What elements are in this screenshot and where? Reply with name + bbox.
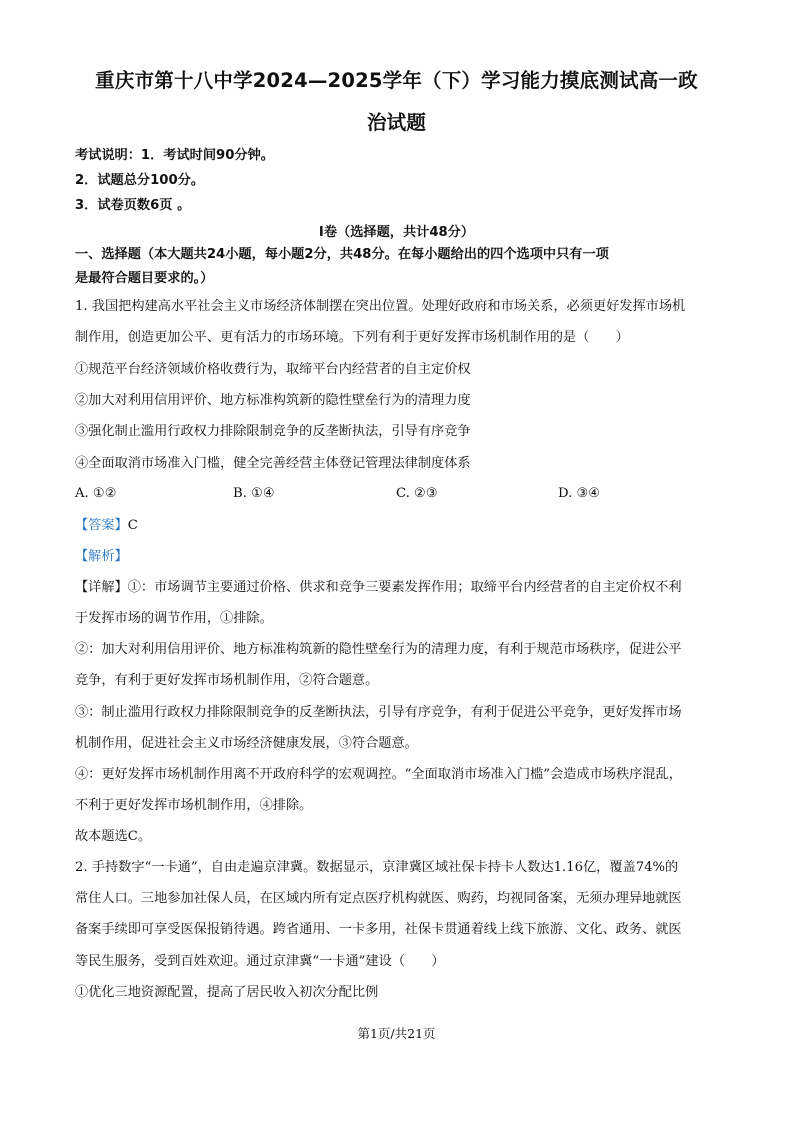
- q1-option-c: C. ②③: [396, 486, 438, 501]
- q1-stem-line1: 1. 我国把构建高水平社会主义市场经济体制摆在突出位置。处理好政府和市场关系，必须更好发挥市场机: [75, 299, 686, 314]
- part-one-heading-line1: 一、选择题（本大题共24小题，每小题2分，共48分。在每小题给出的四个选项中只有一项: [75, 247, 609, 262]
- page-footer: 第1页/共21页: [357, 1026, 436, 1041]
- q1-option-d: D. ③④: [558, 486, 601, 501]
- detail-line-9: 故本题选C。: [75, 829, 152, 844]
- instruction-line-2: 2．试题总分100分。: [75, 173, 205, 188]
- q1-item-2: ②加大对利用信用评价、地方标准构筑新的隐性壁垒行为的清理力度: [75, 393, 471, 408]
- instruction-line-3: 3．试卷页数6页 。: [75, 198, 191, 213]
- q2-line-4: 等民生服务，受到百姓欢迎。通过京津冀“一卡通”建设（ ）: [75, 954, 445, 969]
- q2-line-2: 常住人口。三地参加社保人员，在区域内所有定点医疗机构就医、购药，均视同备案，无须办理异地就医: [75, 891, 682, 906]
- analysis-label: 【解析】: [75, 549, 128, 564]
- q1-item-4: ④全面取消市场准入门槛，健全完善经营主体登记管理法律制度体系: [75, 456, 471, 471]
- instruction-line-1: 考试说明：1．考试时间90分钟。: [75, 148, 274, 163]
- exam-title-line1: 重庆市第十八中学2024—2025学年（下）学习能力摸底测试高一政: [95, 69, 698, 92]
- q2-line-5: ①优化三地资源配置，提高了居民收入初次分配比例: [75, 985, 379, 1000]
- q2-line-3: 备案手续即可享受医保报销待遇。跨省通用、一卡多用，社保卡贯通着线上线下旅游、文化、政务、就医: [75, 922, 682, 937]
- detail-line-2: 于发挥市场的调节作用，①排除。: [75, 611, 273, 626]
- detail-line-3: ②：加大对利用信用评价、地方标准构筑新的隐性壁垒行为的清理力度，有利于规范市场秩序，促进公平: [75, 642, 682, 657]
- section-title: Ⅰ卷（选择题，共计48分）: [318, 225, 475, 240]
- detail-line-5: ③：制止滥用行政权力排除限制竞争的反垄断执法，引导有序竞争，有利于促进公平竞争，更好发挥市场: [75, 705, 682, 720]
- q1-item-3: ③强化制止滥用行政权力排除限制竞争的反垄断执法，引导有序竞争: [75, 424, 471, 439]
- answer-value: C: [127, 518, 138, 533]
- q1-answer: [75, 517, 138, 535]
- q1-option-a: A. ①②: [75, 486, 117, 501]
- answer-label: 【答案】: [75, 518, 128, 533]
- detail-line-6: 机制作用，促进社会主义市场经济健康发展，③符合题意。: [75, 736, 418, 751]
- part-one-heading-line2: 是最符合题目要求的。）: [75, 271, 214, 286]
- q1-item-1: ①规范平台经济领域价格收费行为，取缔平台内经营者的自主定价权: [75, 362, 471, 377]
- detail-line-8: 不利于更好发挥市场机制作用，④排除。: [75, 798, 313, 813]
- detail-line-4: 竞争，有利于更好发挥市场机制作用，②符合题意。: [75, 673, 379, 688]
- detail-line-1: 【详解】①：市场调节主要通过价格、供求和竞争三要素发挥作用；取缔平台内经营者的自主定价权不利: [75, 580, 682, 595]
- q1-stem-line2: 制作用，创造更加公平、更有活力的市场环境。下列有利于更好发挥市场机制作用的是（ ）: [75, 330, 629, 345]
- q1-option-b: B. ①④: [233, 486, 275, 501]
- q2-line-1: 2. 手持数字“一卡通”，自由走遍京津冀。数据显示，京津冀区域社保卡持卡人数达1.16亿，覆盖74%的: [75, 860, 679, 875]
- detail-line-7: ④：更好发挥市场机制作用离不开政府科学的宏观调控。“全面取消市场准入门槛”会造成市场秩序混乱，: [75, 767, 682, 782]
- exam-title-line2: 治试题: [366, 111, 427, 134]
